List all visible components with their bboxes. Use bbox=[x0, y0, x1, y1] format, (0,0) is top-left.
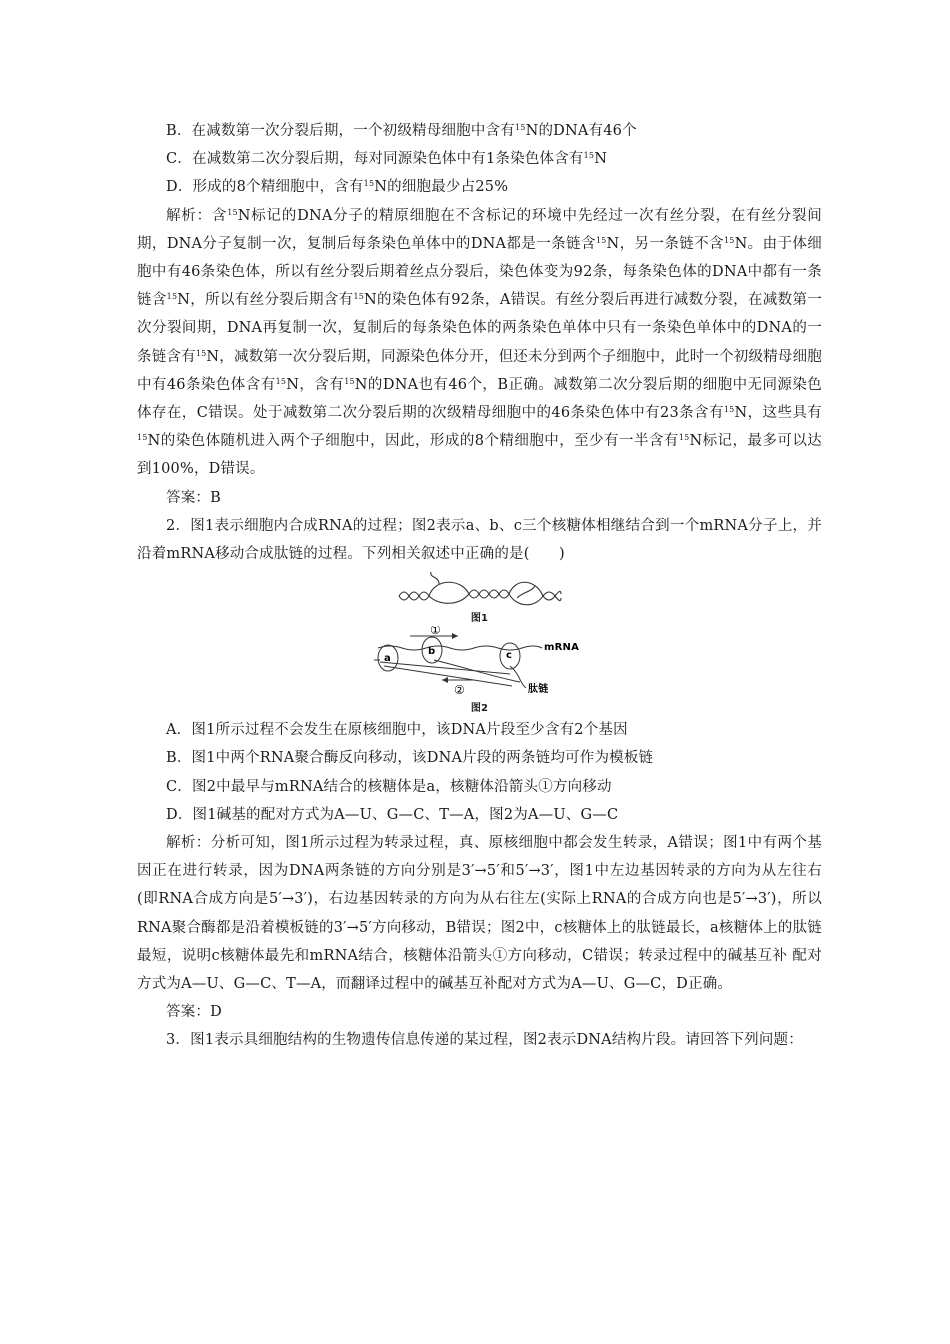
q3-stem: 3．图1表示具细胞结构的生物遗传信息传递的某过程，图2表示DNA结构片段。请回答下列问题： bbox=[166, 1032, 803, 1049]
q2-answer: 答案：D bbox=[166, 1004, 222, 1021]
q2-option-b: B．图1中两个RNA聚合酶反向移动，该DNA片段的两条链均可作为模板链 bbox=[166, 750, 654, 767]
q2-option-a: A．图1所示过程不会发生在原核细胞中，该DNA片段至少含有2个基因 bbox=[166, 722, 628, 739]
arrow-2-label: ② bbox=[453, 683, 465, 698]
q2-option-d: D．图1碱基的配对方式为A—U、G—C、T—A，图2为A—U、G—C bbox=[166, 806, 619, 823]
q2-option-c: C．图2中最早与mRNA结合的核糖体是a，核糖体沿箭头①方向移动 bbox=[166, 778, 612, 795]
peptide-label: 肽链 bbox=[527, 684, 548, 696]
translation-diagram bbox=[370, 626, 590, 702]
q1-option-c: C．在减数第二次分裂后期，每对同源染色体中有1条染色体含有$^{15}$N bbox=[166, 151, 608, 168]
figure-1 bbox=[137, 568, 822, 626]
mrna-label: mRNA bbox=[543, 642, 579, 654]
arrow-1-label: ① bbox=[429, 626, 441, 638]
figure-2-caption: 图2 bbox=[470, 703, 489, 715]
q1-answer: 答案：B bbox=[166, 489, 221, 506]
q2-stem: 2．图1表示细胞内合成RNA的过程；图2表示a、b、c三个核糖体相继结合到一个mRNA分子上，并沿着mRNA移动合成肽链的过程。下列相关叙述中正确的是( ) bbox=[137, 517, 822, 563]
ribosome-a-label: a bbox=[383, 653, 391, 665]
q1-option-d: D．形成的8个精细胞中，含有$^{15}$N的细胞最少占25% bbox=[166, 179, 509, 196]
q1-analysis: 解析：含$^{15}$N标记的DNA分子的精原细胞在不含标记的环境中先经过一次有丝分裂，在有丝分裂间期，DNA分子复制一次，复制后每条染色单体中的DNA都是一条链含$^{15}$N，另一条链不含$^{15}$N。由于体细胞中有46条染色体，所以有丝分裂后期着丝点分裂后，染色体变为92条，每条染色体的DNA中都有一条链含$^{15}$N，所以有丝分裂后期含有$^{15}$N的染色体有92条，A错误。有丝分裂后再进行减数分裂，在减数第一次分裂间期，DNA再复制一次，复制后的每条染色体的两条染色单体中只有一条染色单体中的DNA的一条链含有$^{15}$N，减数第一次分裂后期，同源染色体分开，但还未分到两个子细胞中，此时一个初级精母细胞中有46条染色体含有$^{15}$N，含有$^{15}$N的DNA也有46个，B正确。减数第二次分裂后期的细胞中无同源染色体存在，C错误。处于减数第二次分裂后期的次级精母细胞中的46条染色体中有23条含有$^{15}$N，这些具有$^{15}$N的染色体随机进入两个子细胞中，因此，形成的8个精细胞中，至少有一半含有$^{15}$N标记，最多可以达到100%，D错误。 bbox=[137, 207, 823, 478]
document-content bbox=[137, 117, 822, 1055]
q2-analysis: 解析：分析可知，图1所示过程为转录过程，真、原核细胞中都会发生转录，A错误；图1中有两个基因正在进行转录，因为DNA两条链的方向分别是3′→5′和5′→3′，图1中左边基因转录的方向为从左往右(即RNA合成方向是5′→3′)，右边基因转录的方向为从右往左(实际上RNA的合成方向也是5′→3′)，所以RNA聚合酶都是沿着模板链的3′→5′方向移动，B错误；图2中，c核糖体上的肽链最长，a核糖体上的肽链最短，说明c核糖体最先和mRNA结合，核糖体沿箭头①方向移动，C错误；转录过程中的碱基互补 配对方式为A—U、G—C、T—A，而翻译过程中的碱基互补配对方式为A—U、G—C，D正确。 bbox=[137, 835, 822, 993]
q1-option-b: B．在减数第一次分裂后期，一个初级精母细胞中含有$^{15}$N的DNA有46个 bbox=[166, 123, 637, 139]
ribosome-b-label: b bbox=[427, 646, 435, 658]
figure-2 bbox=[137, 626, 822, 716]
transcription-diagram bbox=[395, 568, 565, 612]
figure-1-caption: 图1 bbox=[470, 613, 489, 625]
ribosome-c-label: c bbox=[505, 650, 512, 662]
